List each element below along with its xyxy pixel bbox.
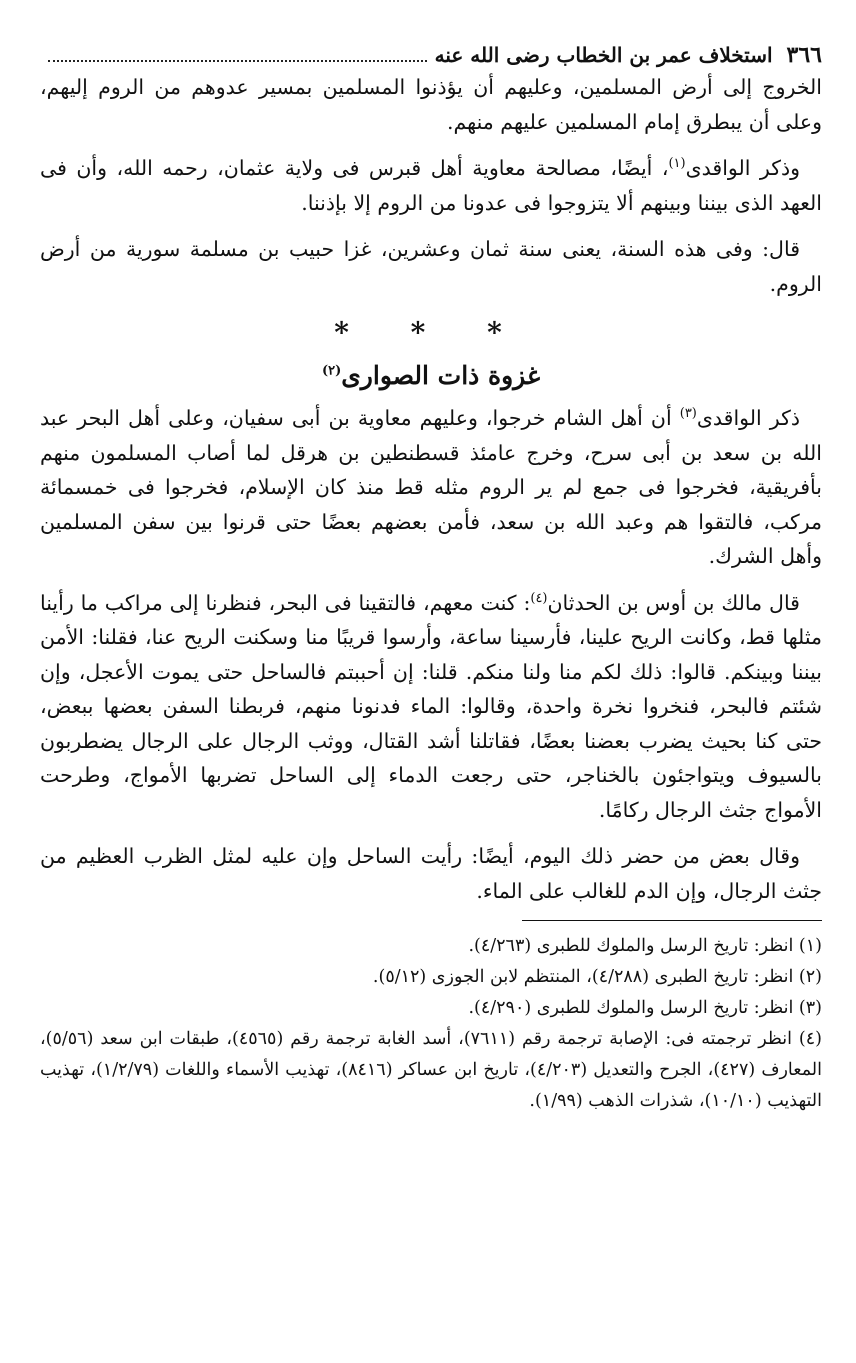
section-separator-stars: * * * bbox=[334, 316, 528, 349]
footnote-ref-4: (٤) bbox=[530, 590, 548, 606]
page-header bbox=[40, 40, 822, 70]
footnote-ref-1: (١) bbox=[668, 156, 686, 172]
paragraph-5-lead: قال مالك بن أوس بن الحدثان bbox=[547, 590, 800, 615]
footnote-separator-rule bbox=[522, 920, 822, 921]
footnote-2: (٢) انظر: تاريخ الطبرى (٤/٢٨٨)، المنتظم لابن الجوزى (٥/١٢). bbox=[372, 967, 822, 987]
running-title: استخلاف عمر بن الخطاب رضى الله عنه bbox=[434, 43, 773, 67]
paragraph-1: الخروج إلى أرض المسلمين، وعليهم أن يؤذنوا المسلمين بمسير عدوهم من الروم إليهم، وعلى أن يبطرق إمام المسلمين عليهم منهم. bbox=[40, 75, 822, 134]
paragraph-2 bbox=[40, 151, 822, 220]
paragraph-3-text: قال: وفى هذه السنة، يعنى سنة ثمان وعشرين، غزا حبيب بن مسلمة سورية من أرض الروم. bbox=[40, 237, 822, 296]
section-title-text: غزوة ذات الصوارى bbox=[341, 361, 541, 390]
paragraph-4-lead: ذكر الواقدى bbox=[696, 406, 800, 430]
footnote-1: (١) انظر: تاريخ الرسل والملوك للطبرى (٤/٢٦٣). bbox=[468, 936, 822, 956]
footnotes bbox=[40, 931, 822, 1117]
paragraph-2-text: ، أيضًا، مصالحة معاوية أهل قبرس فى ولاية عثمان، رحمه الله، وأن فى العهد الذى بيننا وبينهم ألا يتزوجوا فى عدونا من الروم إلا بإذننا. bbox=[40, 156, 822, 215]
footnote-ref-2: (٢) bbox=[321, 363, 342, 379]
footnote-ref-3: (٣) bbox=[679, 406, 697, 422]
paragraph-5 bbox=[40, 586, 822, 828]
header-dot-leader bbox=[48, 60, 427, 62]
paragraph-4 bbox=[40, 401, 822, 574]
paragraph-3 bbox=[40, 232, 822, 301]
paragraph-4-text: أن أهل الشام خرجوا، وعليهم معاوية بن أبى سفيان، وعلى أهل البحر عبد الله بن سعد بن أبى سرح، وخرج عامئذ قسطنطين بن هرقل لما أصاب المسلمون منهم بأفريقية، فخرجوا فى جمع لم ير الروم مثله قط منذ كان الإسلام، فخرجوا فى خمسمائة مركب، فالتقوا هم وعبد الله بن سعد، فأمن بعضهم بعضًا حتى قرنوا بين سفن المسلمين وأهل الشرك. bbox=[40, 406, 822, 568]
paragraph-6-text: وقال بعض من حضر ذلك اليوم، أيضًا: رأيت الساحل وإن عليه لمثل الظرب العظيم من جثث الرجال، وإن الدم للغالب على الماء. bbox=[40, 844, 822, 903]
paragraph-5-text: : كنت معهم، فالتقينا فى البحر، فنظرنا إلى مراكب ما رأينا مثلها قط، وكانت الريح علينا، فأرسينا ساعة، وأرسوا قريبًا منا وسكنت الريح عنا، فقلنا: الأمن بيننا وبينكم. قالوا: ذلك لكم منا ولنا منكم. قلنا: إن أحببتم فالساحل حتى يموت الأعجل، وإن شئتم فالبحر، فنخروا نخرة واحدة، وقالوا: الماء فدنونا منهم، فربطنا السفن بعضها ببعض، حتى كنا بحيث يضرب بعضنا بعضًا، فقاتلنا أشد القتال، ووثب الرجال على الرجال يضطربون بالسيوف ويتواجئون بالخناجر، حتى رجعت الدماء إلى الساحل تضربها الأمواج، وطرحت الأمواج جثث الرجال ركامًا. bbox=[40, 590, 822, 822]
section-title bbox=[40, 357, 822, 395]
page-number: ٣٦٦ bbox=[786, 42, 822, 68]
paragraph-2-lead: وذكر الواقدى bbox=[685, 156, 800, 180]
footnote-3: (٣) انظر: تاريخ الرسل والملوك للطبرى (٤/٢٩٠). bbox=[468, 998, 822, 1018]
footnote-4: (٤) انظر ترجمته فى: الإصابة ترجمة رقم (٧٦١١)، أسد الغابة ترجمة رقم (٤٥٦٥)، طبقات ابن سعد (٥/٥٦)، المعارف (٤٢٧)، الجرح والتعديل (٤/٢٠٣)، تاريخ ابن عساكر (٨٤١٦)، تهذيب الأسماء واللغات (١/٢/٧٩)، تهذيب التهذيب (١٠/١٠)، شذرات الذهب (١/٩٩). bbox=[40, 1029, 823, 1111]
paragraph-6 bbox=[40, 839, 822, 908]
